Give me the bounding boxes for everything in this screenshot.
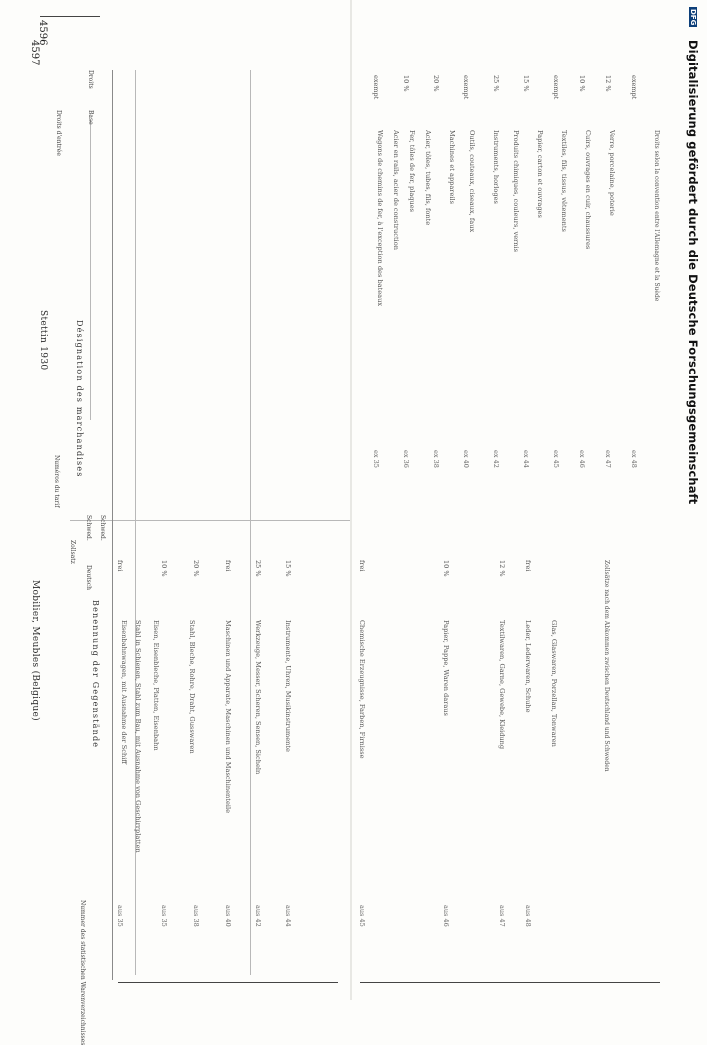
left-code: aus 47: [498, 905, 506, 927]
right-row: Wagons de chemins de fer, à l'exception des bateaux: [376, 130, 384, 307]
bottom-rule-right: [360, 982, 660, 983]
right-row: Machines et appareils: [448, 130, 456, 204]
right-col-rate-b: Droits: [87, 70, 94, 89]
left-code: aus 42: [254, 905, 262, 927]
right-rate: 25 %: [492, 75, 500, 92]
right-col-rate-head: Droits d'entrée: [55, 110, 62, 156]
left-row: Maschinen und Apparate, Maschinen und Maschinenteile: [224, 620, 232, 813]
left-row: Eisen, Eisenbleche, Platten, Eisenbahn: [152, 620, 160, 751]
left-col-number-head: Nummer des statistischen Warenverzeichnisses: [79, 900, 86, 1045]
left-code: aus 35: [160, 905, 168, 927]
left-row: Stahl in Schienen, Stahl zum Bau, mit Ausnahme von Geschirrplatten: [134, 620, 142, 853]
right-code: ex 42: [492, 450, 500, 468]
left-row: Glas, Glaswaren, Porzellan, Tonwaren: [550, 620, 558, 747]
right-header-rule: [112, 420, 113, 980]
left-row: Stahl, Bleche, Rohre, Draht, Gusswaren: [188, 620, 196, 754]
left-rate: frei: [224, 560, 232, 572]
left-rate: 10 %: [442, 560, 450, 577]
right-rate: exempt: [372, 75, 380, 100]
right-row: Acier, tôles, tubes, fils, fonte: [424, 130, 432, 226]
left-code: aus 40: [224, 905, 232, 927]
left-rate: 15 %: [284, 560, 292, 577]
right-code-rule: [90, 120, 91, 420]
right-row: Verre, porcelaine, poterie: [608, 130, 616, 216]
right-row: Outils, couteaux, ciseaux, faux: [468, 130, 476, 233]
left-row: Leder, Lederwaren, Schuhe: [524, 620, 532, 713]
left-rate: 10 %: [160, 560, 168, 577]
left-code: aus 38: [192, 905, 200, 927]
right-code: ex 44: [522, 450, 530, 468]
right-col-number-head: Numéros du tarif: [53, 455, 60, 508]
left-col-rate-c: Schwed.: [99, 515, 106, 541]
right-code: ex 47: [604, 450, 612, 468]
right-row: Instruments, horloges: [492, 130, 500, 204]
right-rate: exempt: [462, 75, 470, 100]
left-col-rate-a: Deutsch: [85, 565, 92, 590]
left-rate: 12 %: [498, 560, 506, 577]
left-col-goods-head: Benennung der Gegenstände: [91, 600, 100, 749]
right-row: Textiles, fils, tissus, vêtements: [560, 130, 568, 232]
right-row: Papier, carton et ouvrages: [536, 130, 544, 218]
right-code: ex 48: [630, 450, 638, 468]
right-code: ex 35: [372, 450, 380, 468]
right-page-title: Mobilier, Meubles (Belgique): [30, 580, 40, 721]
left-row: Werkzeuge, Messer, Scheren, Sensen, Sicheln: [254, 620, 262, 775]
right-row: Produits chimiques, couleurs, vernis: [512, 130, 520, 253]
left-rate: frei: [358, 560, 366, 572]
left-row: Textilwaren, Garne, Gewebe, Kleidung: [498, 620, 506, 750]
right-row: Cuirs, ouvrages en cuir, chaussures: [584, 130, 592, 250]
left-row: Instrumente, Uhren, Musikinstrumente: [284, 620, 292, 752]
left-code: aus 44: [284, 905, 292, 927]
left-rate: 20 %: [192, 560, 200, 577]
left-rate: 25 %: [254, 560, 262, 577]
left-row: Chemische Erzeugnisse, Farben, Firnisse: [358, 620, 366, 759]
right-page-number: 4597: [29, 40, 40, 66]
watermark-text: Digitalisierung gefördert durch die Deutsche Forschungsgemeinschaft: [686, 40, 700, 505]
left-page-number: 4596: [37, 20, 48, 46]
left-page-title: Stettin 1930: [38, 310, 48, 371]
right-rate: exempt: [552, 75, 560, 100]
right-col-rate-a: Base: [87, 110, 94, 125]
dfg-logo: DFG: [689, 9, 697, 26]
left-row: Eisenbahnwagen, mit Ausnahme der Schiff: [120, 620, 128, 765]
right-code: ex 36: [402, 450, 410, 468]
left-code: aus 45: [358, 905, 366, 927]
right-code: ex 45: [552, 450, 560, 468]
right-footnote: Droits selon la convention entre l'Allemagne et la Suède: [653, 130, 660, 302]
left-footnote: Zollsätze nach dem Abkommen zwischen Deutschland und Schweden: [603, 560, 610, 772]
right-code: ex 40: [462, 450, 470, 468]
right-code: ex 38: [432, 450, 440, 468]
right-rate: 20 %: [432, 75, 440, 92]
right-row: Acier en rails, acier de construction: [392, 130, 400, 250]
left-code: aus 46: [442, 905, 450, 927]
right-rate: 12 %: [604, 75, 612, 92]
right-rate: 10 %: [402, 75, 410, 92]
left-code: aus 48: [524, 905, 532, 927]
right-code: ex 46: [578, 450, 586, 468]
left-code: aus 35: [116, 905, 124, 927]
right-rate: 15 %: [522, 75, 530, 92]
top-rule-left: [40, 16, 100, 17]
left-text-rule: [250, 70, 251, 975]
right-rate: exempt: [630, 75, 638, 100]
left-rate: frei: [116, 560, 124, 572]
left-row: Papier, Pappe, Waren daraus: [442, 620, 450, 716]
right-col-goods-head: Désignation des marchandises: [75, 320, 84, 478]
left-col-rate-b: Schwed.: [85, 515, 92, 541]
right-rate: 10 %: [578, 75, 586, 92]
bottom-rule-left: [118, 982, 338, 983]
left-rate: frei: [524, 560, 532, 572]
right-row: Fer, tôles de fer, plaques: [408, 130, 416, 213]
page-gutter: [350, 0, 352, 1000]
left-col-rate-head: Zollsatz: [69, 540, 76, 564]
